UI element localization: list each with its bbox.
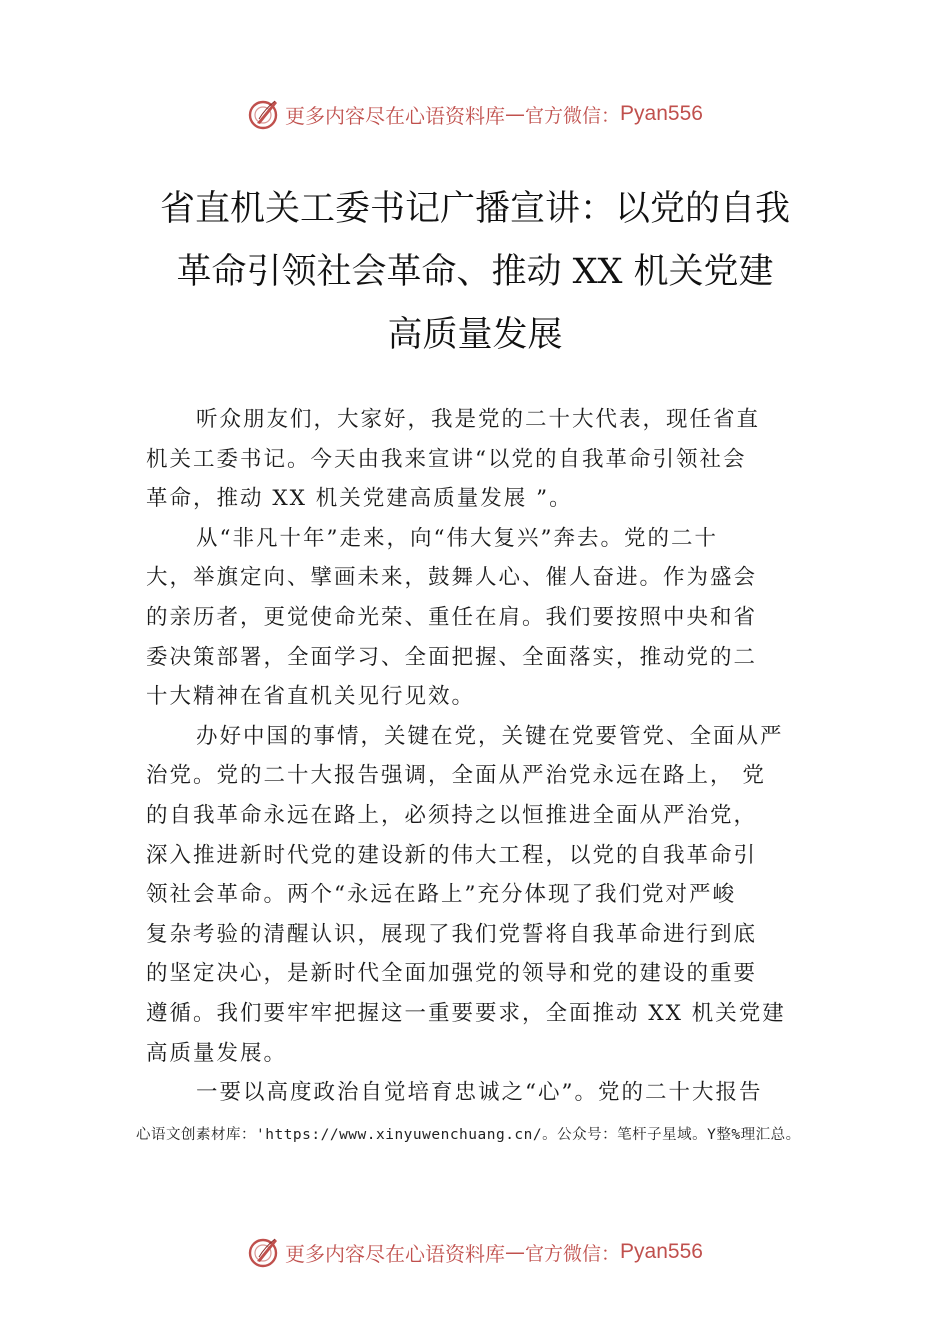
quill-seal-logo xyxy=(247,97,281,131)
footer-note: 心语文创素材库：'https://www.xinyuwenchuang.cn/。公众号：笔杆子星域。Y整%理汇总。 xyxy=(136,1127,801,1143)
banner-separator: — xyxy=(505,1240,526,1264)
text-line: 委决策部署，全面学习、全面把握、全面落实，推动党的二 xyxy=(146,644,758,670)
text-line: 办好中国的事情，关键在党，关键在党要管党、全面从严 xyxy=(196,723,784,749)
title-line: 省直机关工委书记广播宣讲：以党的自我 xyxy=(159,189,790,229)
paragraph xyxy=(146,519,836,717)
banner-text: 更多内容尽在心语资料库 xyxy=(285,103,506,128)
text-line: 的坚定决心，是新时代全面加强党的领导和党的建设的重要 xyxy=(146,961,758,987)
text-line: 深入推进新时代党的建设新的伟大工程，以党的自我革命引 xyxy=(146,842,758,868)
text-line: 的自我革命永远在路上，必须持之以恒推进全面从严治党， xyxy=(146,802,758,828)
text-line: 复杂考验的清醒认识，展现了我们党誓将自我革命进行到底 xyxy=(146,921,758,947)
text-line: 十大精神在省直机关见行见效。 xyxy=(146,684,476,710)
text-line: 遵循。我们要牢牢把握这一重要要求，全面推动 XX 机关党建 xyxy=(146,1000,786,1026)
title-line: 革命引领社会革命、推动 XX 机关党建 xyxy=(176,252,774,292)
text-line: 革命，推动 XX 机关党建高质量发展 ”。 xyxy=(146,486,573,512)
text-line: 领社会革命。两个“永远在路上”充分体现了我们党对严峻 xyxy=(146,882,736,908)
text-line: 听众朋友们，大家好，我是党的二十大代表，现任省直 xyxy=(196,407,761,432)
banner-text: 更多内容尽在心语资料库 xyxy=(285,1241,506,1266)
wechat-label: 官方微信： xyxy=(525,104,621,127)
bottom-banner xyxy=(0,1232,950,1272)
title-line: 高质量发展 xyxy=(387,315,563,355)
text-line: 高质量发展。 xyxy=(146,1040,288,1066)
wechat-handle: Pyan556 xyxy=(620,1240,703,1263)
text-line: 大，举旗定向、擘画未来，鼓舞人心、催人奋进。作为盛会 xyxy=(146,565,758,591)
text-line: 从“非凡十年”走来，向“伟大复兴”奔去。党的二十 xyxy=(196,525,718,551)
text-line: 一要以高度政治自觉培育忠诚之“心”。党的二十大报告 xyxy=(196,1080,763,1106)
paragraph xyxy=(146,400,836,519)
wechat-label: 官方微信： xyxy=(525,1242,621,1265)
wechat-handle: Pyan556 xyxy=(620,102,703,125)
document-title xyxy=(100,178,850,367)
quill-seal-logo xyxy=(247,1235,281,1269)
text-line: 的亲历者，更觉使命光荣、重任在肩。我们要按照中央和省 xyxy=(146,604,758,630)
paragraph xyxy=(146,1073,836,1113)
banner-separator: — xyxy=(505,102,526,126)
paragraph xyxy=(146,717,836,1073)
document-body xyxy=(146,400,836,1113)
text-line: 治党。党的二十大报告强调，全面从严治党永远在路上， 党 xyxy=(146,763,766,789)
text-line: 机关工委书记。今天由我来宣讲“以党的自我革命引领社会 xyxy=(146,446,747,472)
top-banner xyxy=(0,94,950,134)
